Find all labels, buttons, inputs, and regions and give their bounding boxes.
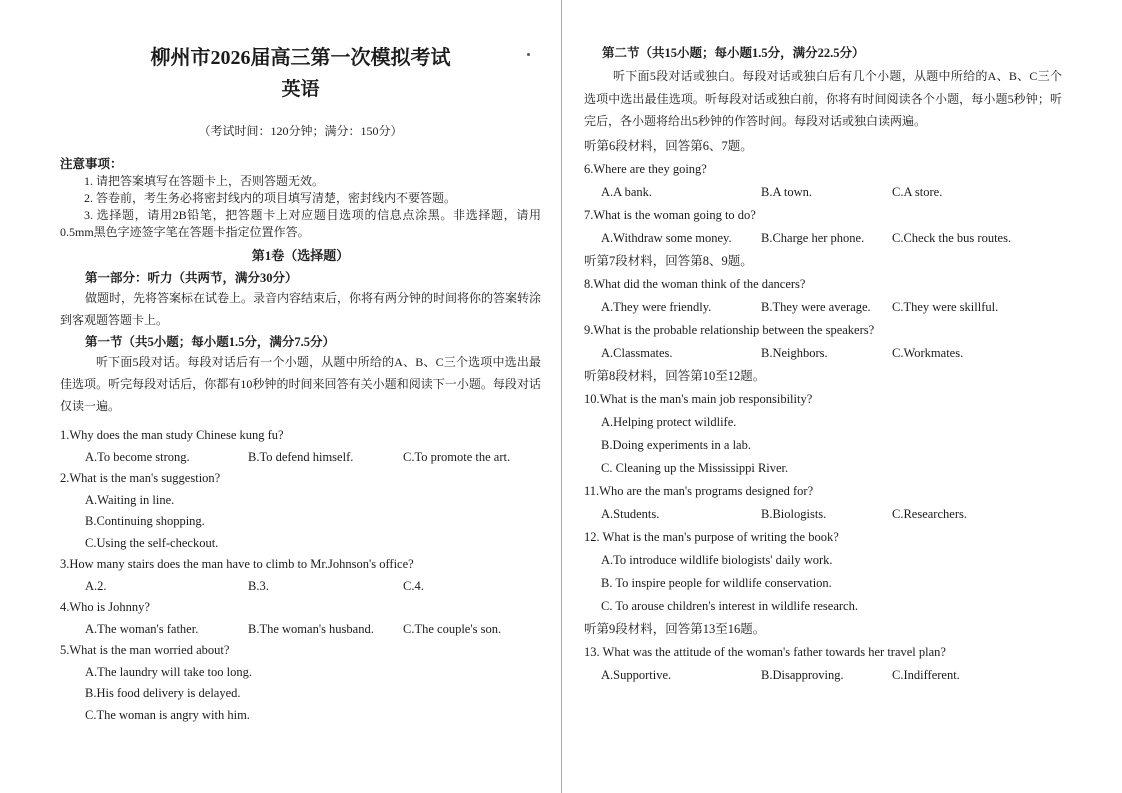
question-stem: 4.Who is Johnny? — [60, 600, 150, 614]
question-stem: 13. What was the attitude of the woman's father towards her travel plan? — [584, 644, 946, 659]
material-line: 听第7段材料，回答第8、9题。 — [584, 253, 753, 268]
notice-item: 1. 请把答案填写在答题卡上，否则答题无效。 — [84, 174, 325, 188]
question — [60, 554, 541, 597]
question — [584, 388, 1062, 480]
option: A.To introduce wildlife biologists' daily work. — [601, 552, 833, 567]
paper1-title: 第1卷（选择题） — [251, 248, 350, 263]
section2-heading: 第二节（共15小题；每小题1.5分，满分22.5分） — [602, 46, 865, 60]
option: B.They were average. — [761, 299, 871, 314]
section1-instructions: 听下面5段对话。每段对话后有一个小题，从题中所给的A、B、C三个选项中选出最佳选项。听完每段对话后，你都有10秒钟的时间来回答有关小题和阅读下一小题。每段对话仅读一遍。 — [60, 355, 541, 413]
question-stem: 6.Where are they going? — [584, 161, 707, 176]
question — [584, 319, 1062, 365]
option: A.The laundry will take too long. — [85, 664, 252, 679]
option: B.Biologists. — [761, 506, 827, 521]
options — [584, 342, 1062, 365]
option: A.To become strong. — [85, 449, 190, 464]
option: C.The woman is angry with him. — [85, 707, 250, 722]
section2-instructions: 听下面5段对话或独白。每段对话或独白后有几个小题，从题中所给的A、B、C三个选项中选出最佳选项。听每段对话或独白前，你将有时间阅读各个小题，每小题5秒钟；听完后，各小题将给出5秒钟的作答时间。每段对话或独白读两遍。 — [584, 69, 1062, 128]
option: A.Withdraw some money. — [601, 230, 732, 245]
question — [60, 468, 541, 554]
option: A.Supportive. — [601, 667, 672, 682]
section2-blocks — [584, 135, 1062, 687]
question — [60, 640, 541, 726]
right-column — [584, 0, 1062, 687]
option: B.The woman's husband. — [248, 621, 374, 636]
options — [584, 549, 1062, 618]
question-stem: 7.What is the woman going to do? — [584, 207, 756, 222]
option: B.Continuing shopping. — [85, 514, 205, 528]
option: B.His food delivery is delayed. — [85, 686, 241, 700]
section1-heading: 第一节（共5小题；每小题1.5分，满分7.5分） — [85, 335, 336, 349]
option: C.Using the self-checkout. — [85, 535, 219, 550]
part1-heading: 第一部分：听力（共两节，满分30分） — [85, 271, 298, 285]
notice-item: 2. 答卷前，考生务必将密封线内的项目填写清楚，密封线内不要答题。 — [84, 191, 457, 205]
material-line: 听第9段材料，回答第13至16题。 — [584, 621, 766, 636]
option: C.A store. — [892, 184, 943, 199]
question-stem: 2.What is the man's suggestion? — [60, 471, 221, 485]
question — [60, 425, 541, 468]
question — [584, 158, 1062, 204]
option: B.Disapproving. — [761, 667, 844, 682]
option: C. Cleaning up the Mississippi River. — [601, 460, 789, 475]
option: C.They were skillful. — [892, 299, 999, 314]
option: A.2. — [85, 578, 107, 593]
question — [60, 597, 541, 640]
option: A.A bank. — [601, 184, 653, 199]
question-stem: 1.Why does the man study Chinese kung fu? — [60, 428, 284, 442]
options — [60, 447, 541, 469]
notice-heading: 注意事项： — [60, 157, 123, 171]
option: A.Classmates. — [601, 345, 673, 360]
option: B. To inspire people for wildlife conservation. — [601, 575, 832, 590]
option: B.Charge her phone. — [761, 230, 865, 245]
option: C.4. — [403, 578, 424, 593]
question-stem: 9.What is the probable relationship between the speakers? — [584, 322, 875, 337]
option: B.3. — [248, 578, 269, 593]
option: C.Check the bus routes. — [892, 230, 1012, 245]
question — [584, 641, 1062, 687]
question-stem: 11.Who are the man's programs designed for? — [584, 483, 814, 498]
left-column — [60, 0, 541, 726]
options — [584, 296, 1062, 319]
material-line: 听第8段材料，回答第10至12题。 — [584, 368, 766, 383]
option: A.Students. — [601, 506, 660, 521]
options — [60, 576, 541, 598]
options — [60, 619, 541, 641]
options — [584, 181, 1062, 204]
question — [584, 526, 1062, 618]
option: A.Waiting in line. — [85, 492, 175, 507]
option: C.Workmates. — [892, 345, 964, 360]
question — [584, 273, 1062, 319]
section1-questions — [60, 425, 541, 726]
page-title: 柳州市2026届高三第一次模拟考试 — [150, 47, 451, 69]
option: C.Researchers. — [892, 506, 967, 521]
question-stem: 5.What is the man worried about? — [60, 643, 230, 657]
options — [584, 227, 1062, 250]
options — [584, 664, 1062, 687]
notice-list — [60, 173, 541, 241]
column-divider — [561, 0, 562, 793]
question-stem: 8.What did the woman think of the dancers? — [584, 276, 806, 291]
option: C.The couple's son. — [403, 621, 502, 636]
question-stem: 12. What is the man's purpose of writing the book? — [584, 529, 839, 544]
option: B.A town. — [761, 184, 813, 199]
subject-title: 英语 — [281, 79, 320, 100]
question-stem: 3.How many stairs does the man have to climb to Mr.Johnson's office? — [60, 557, 414, 571]
question-stem: 10.What is the man's main job responsibility? — [584, 391, 813, 406]
option: B.To defend himself. — [248, 449, 354, 464]
exam-info: （考试时间：120分钟；满分：150分） — [198, 124, 403, 138]
option: B.Neighbors. — [761, 345, 828, 360]
option: C.To promote the art. — [403, 449, 511, 464]
question — [584, 204, 1062, 250]
question — [584, 480, 1062, 526]
option: A.The woman's father. — [85, 621, 199, 636]
options — [584, 503, 1062, 526]
option: C.Indifferent. — [892, 667, 960, 682]
option: C. To arouse children's interest in wildlife research. — [601, 598, 858, 613]
part1-note: 做题时，先将答案标在试卷上。录音内容结束后，你将有两分钟的时间将你的答案转涂到客观题答题卡上。 — [60, 291, 542, 327]
options — [60, 490, 541, 555]
option: A.They were friendly. — [601, 299, 712, 314]
options — [584, 411, 1062, 480]
material-line: 听第6段材料，回答第6、7题。 — [584, 138, 753, 153]
notice-item: 3. 选择题，请用2B铅笔，把答题卡上对应题目选项的信息点涂黑。非选择题，请用0.5mm黑色字迹签字笔在答题卡指定位置作答。 — [60, 208, 541, 239]
option: B.Doing experiments in a lab. — [601, 437, 751, 452]
options — [60, 662, 541, 727]
option: A.Helping protect wildlife. — [601, 414, 737, 429]
